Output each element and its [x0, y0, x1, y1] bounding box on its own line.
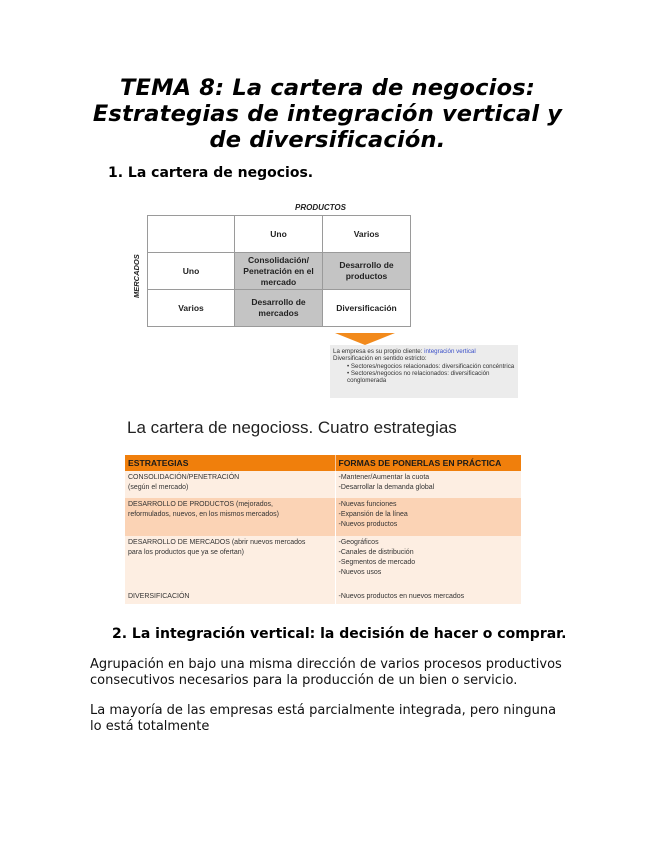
matrix-cell: Diversificación	[323, 290, 411, 327]
matrix-cell: Desarrollo de productos	[323, 253, 411, 290]
strategy-cell	[125, 590, 335, 604]
matrix-row-header: Varios	[148, 290, 235, 327]
matrix-corner-cell	[148, 216, 235, 253]
title-line-3: de diversificación.	[209, 127, 446, 153]
strategy-text: (según el mercado)	[128, 484, 189, 491]
markets-axis-label: MERCADOS	[132, 254, 141, 298]
note-line-1	[333, 348, 515, 355]
note-bullet: • Sectores/negocios relacionados: diversificación concéntrica	[347, 362, 515, 370]
strategy-text: para los productos que ya se ofertan)	[128, 549, 244, 556]
matrix-col-header: Uno	[235, 216, 323, 253]
note-line-2: Diversificación en sentido estricto:	[333, 355, 427, 363]
form-item: -Nuevas funciones	[338, 501, 397, 508]
forms-cell	[335, 536, 521, 590]
strategies-header-row	[125, 455, 521, 471]
strategy-text: reformulados, nuevos, en los mismos mercados)	[128, 511, 279, 518]
matrix-cell: Consolidación/ Penetración en el mercado	[235, 253, 323, 290]
paragraph-integration: La mayoría de las empresas está parcialmente integrada, pero ninguna lo está totalmente	[90, 703, 557, 734]
table-row	[125, 536, 521, 590]
strategies-col-header: FORMAS DE PONERLAS EN PRÁCTICA	[335, 455, 521, 471]
form-item: -Desarrollar la demanda global	[338, 484, 435, 491]
strategies-table	[125, 455, 521, 604]
page-title	[60, 75, 595, 153]
note-bullet: • Sectores/negocios no relacionados: diversificación conglomerada	[347, 369, 490, 385]
products-axis-label: PRODUCTOS	[295, 203, 346, 212]
integration-note-box	[330, 345, 518, 398]
form-item: -Expansión de la línea	[338, 511, 408, 518]
title-line-2: Estrategias de integración vertical y	[92, 101, 563, 127]
note-highlight: integración vertical	[424, 348, 476, 355]
matrix-row	[148, 290, 411, 327]
strategies-slide-title: La cartera de negocioss. Cuatro estrategias	[127, 418, 457, 437]
form-item: -Nuevos usos	[338, 569, 382, 576]
strategy-cell	[125, 498, 335, 536]
form-item: -Geográficos	[338, 539, 379, 546]
form-item: -Mantener/Aumentar la cuota	[338, 474, 430, 481]
portfolio-matrix	[147, 215, 411, 327]
forms-cell	[335, 471, 521, 498]
section-heading-2: 2. La integración vertical: la decisión de hacer o comprar.	[112, 626, 567, 642]
table-row	[125, 471, 521, 498]
strategy-text: DESARROLLO DE MERCADOS (abrir nuevos mercados	[128, 539, 306, 546]
forms-cell	[335, 590, 521, 604]
strategy-text: CONSOLIDACIÓN/PENETRACIÓN	[128, 474, 240, 481]
table-row	[125, 590, 521, 604]
note-text: La empresa es su propio cliente:	[333, 348, 425, 355]
section-heading-1: 1. La cartera de negocios.	[108, 165, 314, 181]
matrix-row	[148, 253, 411, 290]
paragraph-definition: Agrupación en bajo una misma dirección de varios procesos productivos consecutivos necesarios para la producción de un bien o servicio.	[90, 657, 562, 688]
form-item: -Nuevos productos en nuevos mercados	[338, 593, 465, 600]
form-item: -Canales de distribución	[338, 549, 414, 556]
down-arrow-icon	[335, 333, 395, 345]
matrix-header-row	[148, 216, 411, 253]
forms-cell	[335, 498, 521, 536]
matrix-cell: Desarrollo de mercados	[235, 290, 323, 327]
strategy-cell	[125, 536, 335, 590]
strategies-col-header: ESTRATEGIAS	[125, 455, 335, 471]
form-item: -Segmentos de mercado	[338, 559, 416, 566]
strategy-text: DESARROLLO DE PRODUCTOS (mejorados,	[128, 501, 273, 508]
strategy-text: DIVERSIFICACIÓN	[128, 593, 190, 600]
strategy-cell	[125, 471, 335, 498]
portfolio-matrix-figure	[130, 200, 430, 335]
title-line-1: TEMA 8: La cartera de negocios:	[119, 75, 536, 101]
table-row	[125, 498, 521, 536]
form-item: -Nuevos productos	[338, 521, 398, 528]
matrix-col-header: Varios	[323, 216, 411, 253]
matrix-row-header: Uno	[148, 253, 235, 290]
